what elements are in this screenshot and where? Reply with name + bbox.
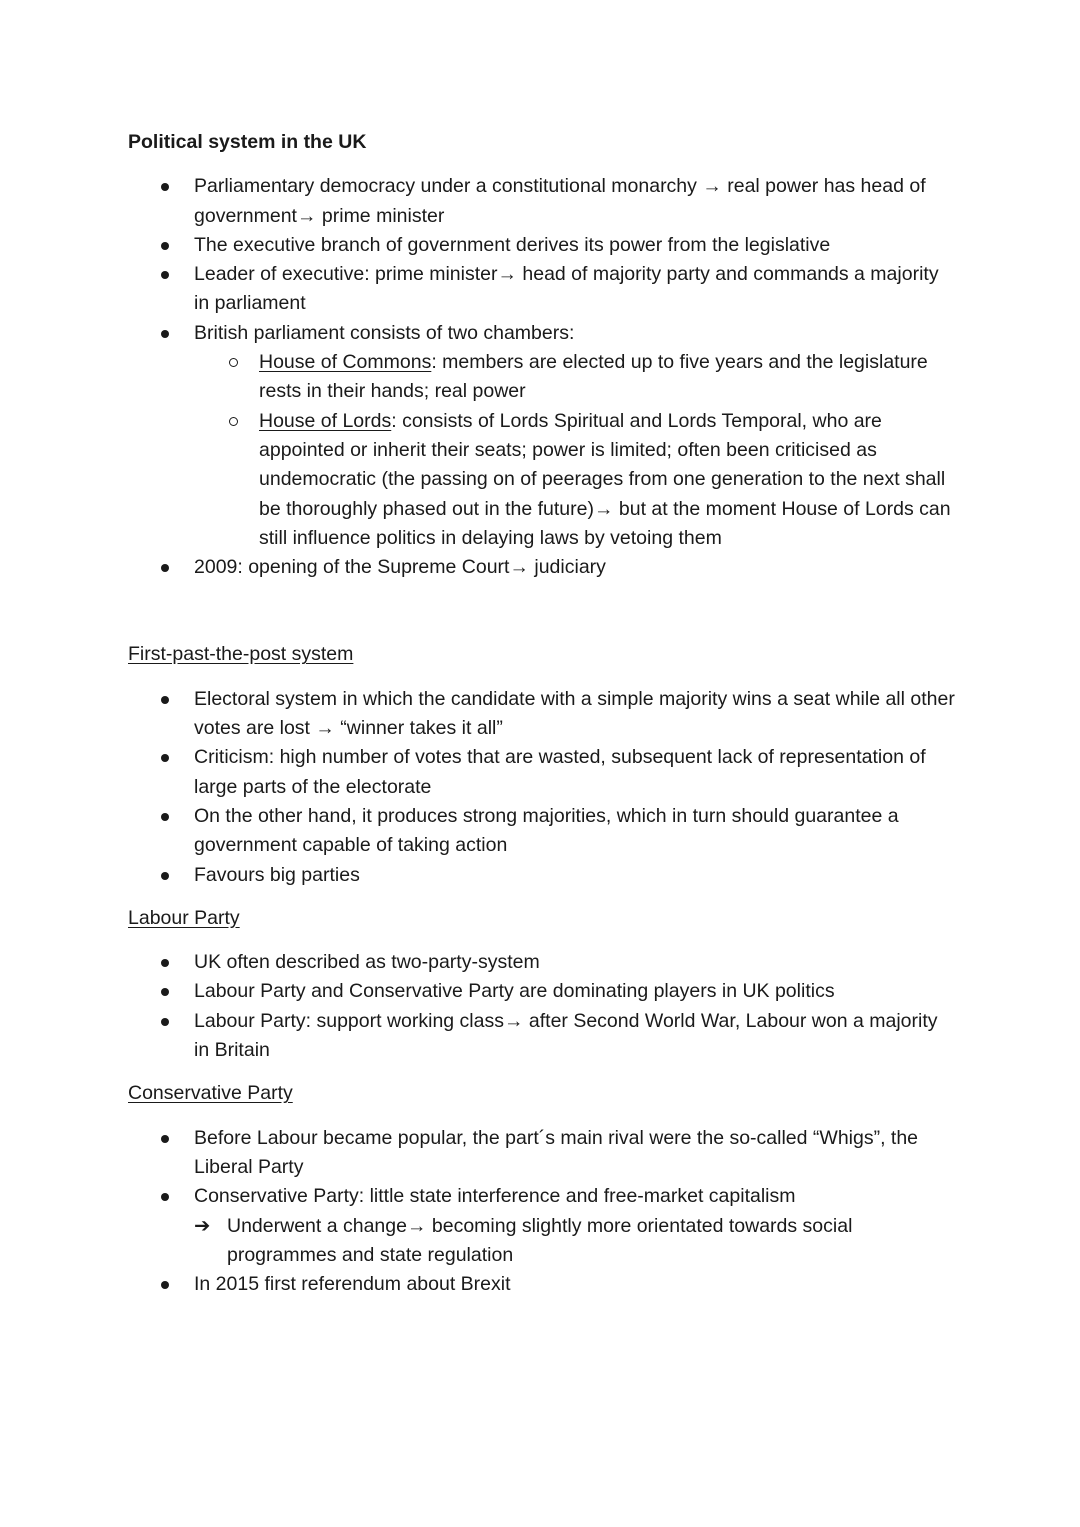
section-heading-conservative: Conservative Party bbox=[128, 1082, 293, 1105]
list-item: In 2015 first referendum about Brexit bbox=[128, 1270, 958, 1299]
list-item: Favours big parties bbox=[128, 861, 958, 890]
labour-list bbox=[128, 948, 958, 1065]
sublist-item-commons bbox=[194, 348, 958, 407]
list-item: Electoral system in which the candidate with a simple majority wins a seat while all other votes are lost → “winner takes it all” bbox=[128, 685, 958, 744]
section-heading-fptp: First-past-the-post system bbox=[128, 643, 354, 666]
sublist-item-text: : members are elected up to five years and the legislature rests in their hands; real power bbox=[259, 351, 928, 403]
chambers-sublist bbox=[194, 348, 958, 553]
list-item-text: British parliament consists of two chambers: bbox=[194, 321, 575, 344]
arrow-subpoint-text: Underwent a change→ becoming slightly more orientated towards social programmes and state regulation bbox=[227, 1214, 853, 1266]
list-item-text: Conservative Party: little state interference and free-market capitalism bbox=[194, 1185, 796, 1208]
section-heading-labour: Labour Party bbox=[128, 906, 240, 929]
arrow-subpoint bbox=[194, 1212, 958, 1271]
conservative-list bbox=[128, 1124, 958, 1300]
list-item: The executive branch of government derives its power from the legislative bbox=[128, 231, 958, 260]
list-item bbox=[128, 319, 958, 553]
document-page bbox=[128, 128, 958, 1299]
term-house-of-commons: House of Commons bbox=[259, 351, 432, 374]
sublist-item-text: : consists of Lords Spiritual and Lords Temporal, who are appointed or inherit their seats; power is limited; often been criticised as undemocratic (the passing on of peerages from one generation to the next shall be thoroughly phased out in the future)→ but at the moment House of Lords can still influence politics in delaying laws by vetoing them bbox=[259, 409, 951, 549]
term-house-of-lords: House of Lords bbox=[259, 409, 392, 432]
list-item: Labour Party and Conservative Party are dominating players in UK politics bbox=[128, 977, 958, 1006]
list-item: Labour Party: support working class→ after Second World War, Labour won a majority in Britain bbox=[128, 1007, 958, 1066]
fptp-list bbox=[128, 685, 958, 890]
political-system-list bbox=[128, 172, 958, 582]
page-title: Political system in the UK bbox=[128, 131, 367, 153]
list-item: Leader of executive: prime minister→ head of majority party and commands a majority in parliament bbox=[128, 260, 958, 319]
list-item: 2009: opening of the Supreme Court→ judiciary bbox=[128, 553, 958, 582]
list-item: On the other hand, it produces strong majorities, which in turn should guarantee a government capable of taking action bbox=[128, 802, 958, 861]
list-item bbox=[128, 1182, 958, 1270]
list-item: Parliamentary democracy under a constitutional monarchy → real power has head of government→ prime minister bbox=[128, 172, 958, 231]
list-item: Before Labour became popular, the part´s main rival were the so-called “Whigs”, the Liberal Party bbox=[128, 1124, 958, 1183]
arrow-right-icon: ➔ bbox=[194, 1214, 211, 1237]
sublist-item-lords bbox=[194, 407, 958, 553]
list-item: UK often described as two-party-system bbox=[128, 948, 958, 977]
list-item: Criticism: high number of votes that are wasted, subsequent lack of representation of large parts of the electorate bbox=[128, 743, 958, 802]
